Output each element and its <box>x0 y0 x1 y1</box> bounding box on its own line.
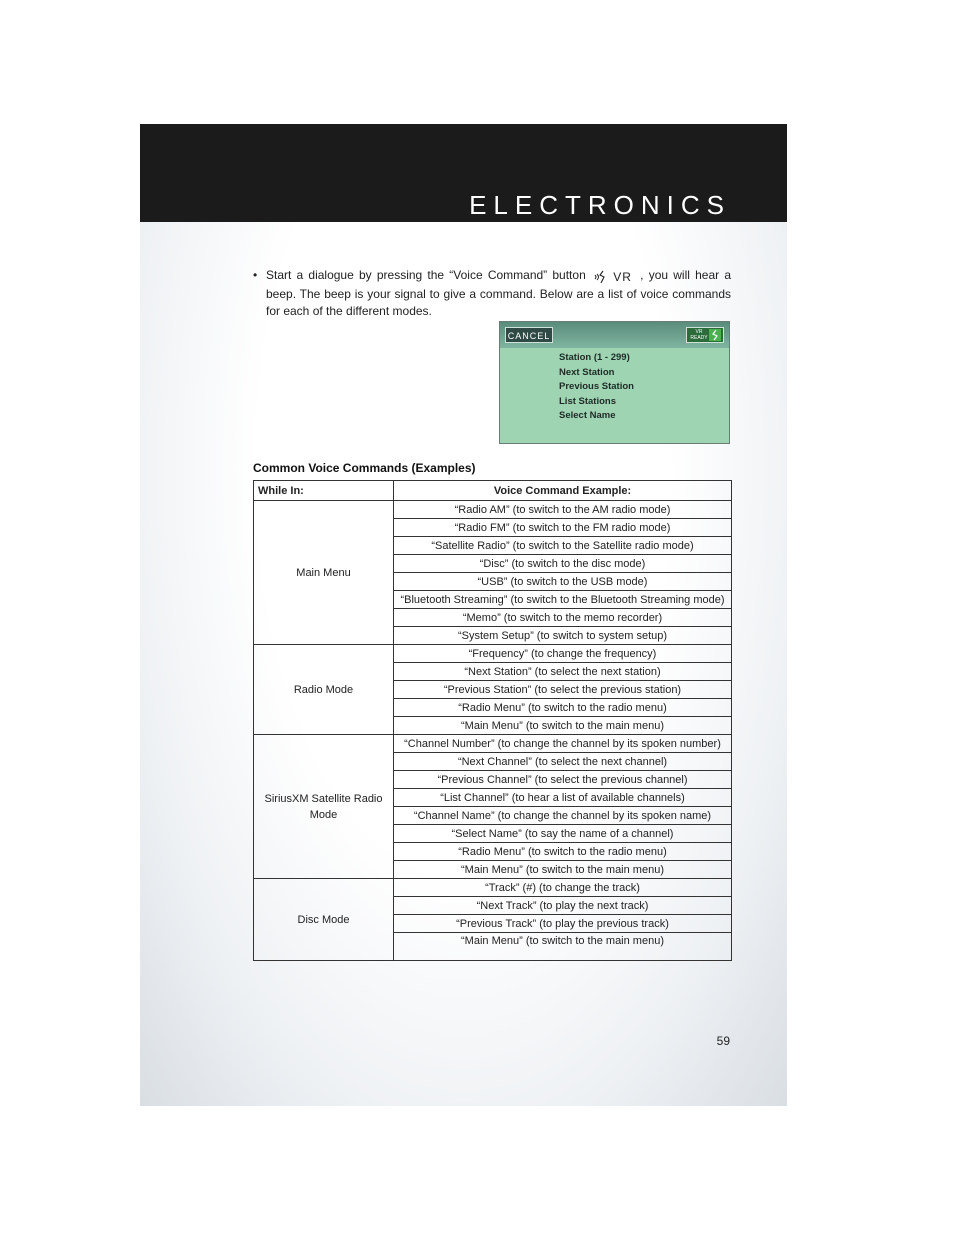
command-cell: “Memo” (to switch to the memo recorder) <box>394 609 732 627</box>
screen-list-item: List Stations <box>559 395 617 407</box>
command-cell: “Track” (#) (to change the track) <box>394 879 732 897</box>
voice-commands-table <box>253 480 732 961</box>
mode-cell: Main Menu <box>254 501 394 645</box>
table-row <box>254 879 732 897</box>
vr-ready-icon <box>709 329 721 341</box>
vr-ready-badge <box>686 327 724 343</box>
intro-text <box>266 267 731 320</box>
mode-cell: SiriusXM Satellite Radio Mode <box>254 735 394 879</box>
screen-list-item: Select Name <box>559 410 616 422</box>
intro-text-before: Start a dialogue by pressing the “Voice Command” button <box>266 268 586 282</box>
command-cell: “Next Channel” (to select the next channel) <box>394 753 732 771</box>
command-cell: “Select Name” (to say the name of a channel) <box>394 825 732 843</box>
command-cell: “Main Menu” (to switch to the main menu) <box>394 933 732 961</box>
table-row <box>254 735 732 753</box>
command-cell: “Previous Track” (to play the previous track) <box>394 915 732 933</box>
intro-text-after: , you will hear a beep. The beep is your signal to give a command. Below are a list of voice commands for each of the different modes. <box>266 268 731 318</box>
screen-command-list <box>559 351 634 424</box>
command-cell: “Channel Number” (to change the channel by its spoken number) <box>394 735 732 753</box>
table-row <box>254 645 732 663</box>
mode-cell: Radio Mode <box>254 645 394 735</box>
bullet: • <box>253 268 258 282</box>
section-header <box>140 124 787 222</box>
command-cell: “Radio AM” (to switch to the AM radio mode) <box>394 501 732 519</box>
page-number: 59 <box>716 1034 730 1048</box>
command-cell: “System Setup” (to switch to system setup) <box>394 627 732 645</box>
command-cell: “Previous Station” (to select the previous station) <box>394 681 732 699</box>
screen-list-item: Next Station <box>559 366 615 378</box>
manual-page <box>140 124 787 1106</box>
command-cell: “Disc” (to switch to the disc mode) <box>394 555 732 573</box>
mode-cell: Disc Mode <box>254 879 394 961</box>
voice-command-icon <box>593 270 609 284</box>
command-cell: “Satellite Radio” (to switch to the Satellite radio mode) <box>394 537 732 555</box>
command-cell: “Bluetooth Streaming” (to switch to the Bluetooth Streaming mode) <box>394 591 732 609</box>
command-cell: “Next Station” (to select the next station) <box>394 663 732 681</box>
command-cell: “Radio FM” (to switch to the FM radio mode) <box>394 519 732 537</box>
header-voice-command: Voice Command Example: <box>394 481 732 501</box>
command-cell: “Radio Menu” (to switch to the radio menu) <box>394 843 732 861</box>
command-cell: “Frequency” (to change the frequency) <box>394 645 732 663</box>
section-title-electronics: ELECTRONICS <box>469 190 731 220</box>
command-cell: “List Channel” (to hear a list of available channels) <box>394 789 732 807</box>
command-cell: “Previous Channel” (to select the previous channel) <box>394 771 732 789</box>
command-cell: “Main Menu” (to switch to the main menu) <box>394 861 732 879</box>
intro-paragraph <box>253 267 731 320</box>
header-while-in: While In: <box>254 481 394 501</box>
command-cell: “Radio Menu” (to switch to the radio menu) <box>394 699 732 717</box>
command-cell: “Channel Name” (to change the channel by its spoken name) <box>394 807 732 825</box>
command-cell: “Main Menu” (to switch to the main menu) <box>394 717 732 735</box>
table-title: Common Voice Commands (Examples) <box>253 461 476 475</box>
screen-list-item: Station (1 - 299) <box>559 352 630 363</box>
vr-ready-label: VR READY <box>690 329 708 341</box>
command-cell: “USB” (to switch to the USB mode) <box>394 573 732 591</box>
vr-screen-image <box>499 321 730 444</box>
screen-list-item: Previous Station <box>559 381 634 393</box>
cancel-button[interactable]: CANCEL <box>505 327 553 343</box>
vr-label: VR <box>613 270 632 284</box>
command-cell: “Next Track” (to play the next track) <box>394 897 732 915</box>
voice-command-button-glyph <box>593 269 632 286</box>
table-header-row <box>254 481 732 501</box>
table-row <box>254 501 732 519</box>
